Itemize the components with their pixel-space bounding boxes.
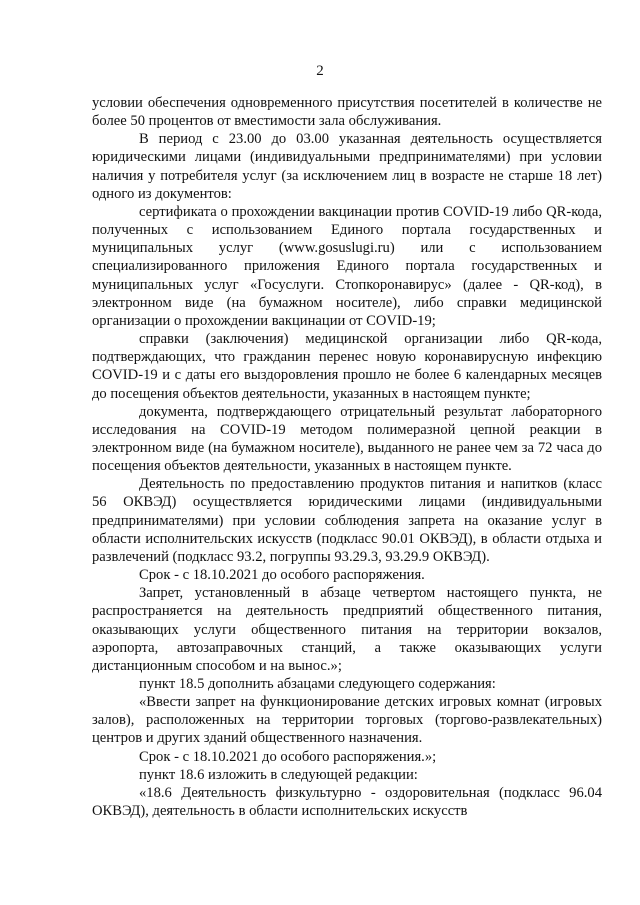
paragraph: условии обеспечения одновременного присутствия посетителей в количестве не более 50 процентов от вместимости зала обслуживания. [92,95,602,130]
paragraph: «Ввести запрет на функционирование детских игровых комнат (игровых залов), расположенных на территории торговых (торгово-развлекательных) центров и других зданий общественного назначения. [92,694,602,747]
paragraph: «18.6 Деятельность физкультурно - оздоровительная (подкласс 96.04 ОКВЭД), деятельность в области исполнительских искусств [92,784,602,820]
paragraph: пункт 18.5 дополнить абзацами следующего содержания: [139,676,496,692]
paragraph: Запрет, установленный в абзаце четвертом настоящего пункта, не распространяется на деятельность предприятий общественного питания, оказывающих услуги общественного питания на территории вокзалов, аэропорта, автозаправочных станций, а также оказывающих услуги дистанционным способом и на вынос.»; [92,585,602,674]
paragraph: Срок - с 18.10.2021 до особого распоряжения.»; [139,748,437,765]
paragraph: документа, подтверждающего отрицательный результат лабораторного исследования на COVID-19 методом полимеразной цепной реакции в электронном виде (на бумажном носителе), выданного не ранее чем за 72 часа до посещения объектов деятельности, указанных в настоящем пункте. [92,403,602,475]
paragraph: пункт 18.6 изложить в следующей редакции: [139,766,418,783]
document-body [92,94,602,820]
paragraph: Срок - с 18.10.2021 до особого распоряжения. [139,567,425,584]
paragraph: Деятельность по предоставлению продуктов питания и напитков (класс 56 ОКВЭД) осуществляется юридическими лицами (индивидуальными предпринимателями) при условии соблюдения запрета на оказание услуг в области исполнительских искусств (подкласс 90.01 ОКВЭД), в области отдыха и развлечений (подкласс 93.2, погруппы 93.29.3, 93.29.9 ОКВЭД). [92,476,602,565]
paragraph: сертификата о прохождении вакцинации против COVID-19 либо QR-кода, полученных с использованием Единого портала государственных и муниципальных услуг (www.gosuslugi.ru) или с использованием специализированного приложения Единого портала государственных и муниципальных услуг «Госуслуги. Стопкоронавирус» (далее - QR-код), в электронном виде (на бумажном носителе), либо справки медицинской организации о прохождении вакцинации от COVID-19; [92,203,602,329]
paragraph: В период с 23.00 до 03.00 указанная деятельность осуществляется юридическими лицами (индивидуальными предпринимателями) при условии наличия у потребителя услуг (за исключением лиц в возрасте не старше 18 лет) одного из документов: [92,131,602,202]
paragraph: справки (заключения) медицинской организации либо QR-кода, подтверждающих, что гражданин перенес новую коронавирусную инфекцию COVID-19 и с даты его выздоровления прошло не более 6 календарных месяцев до посещения объектов деятельности, указанных в настоящем пункте; [92,331,602,402]
page-number: 2 [316,63,324,79]
